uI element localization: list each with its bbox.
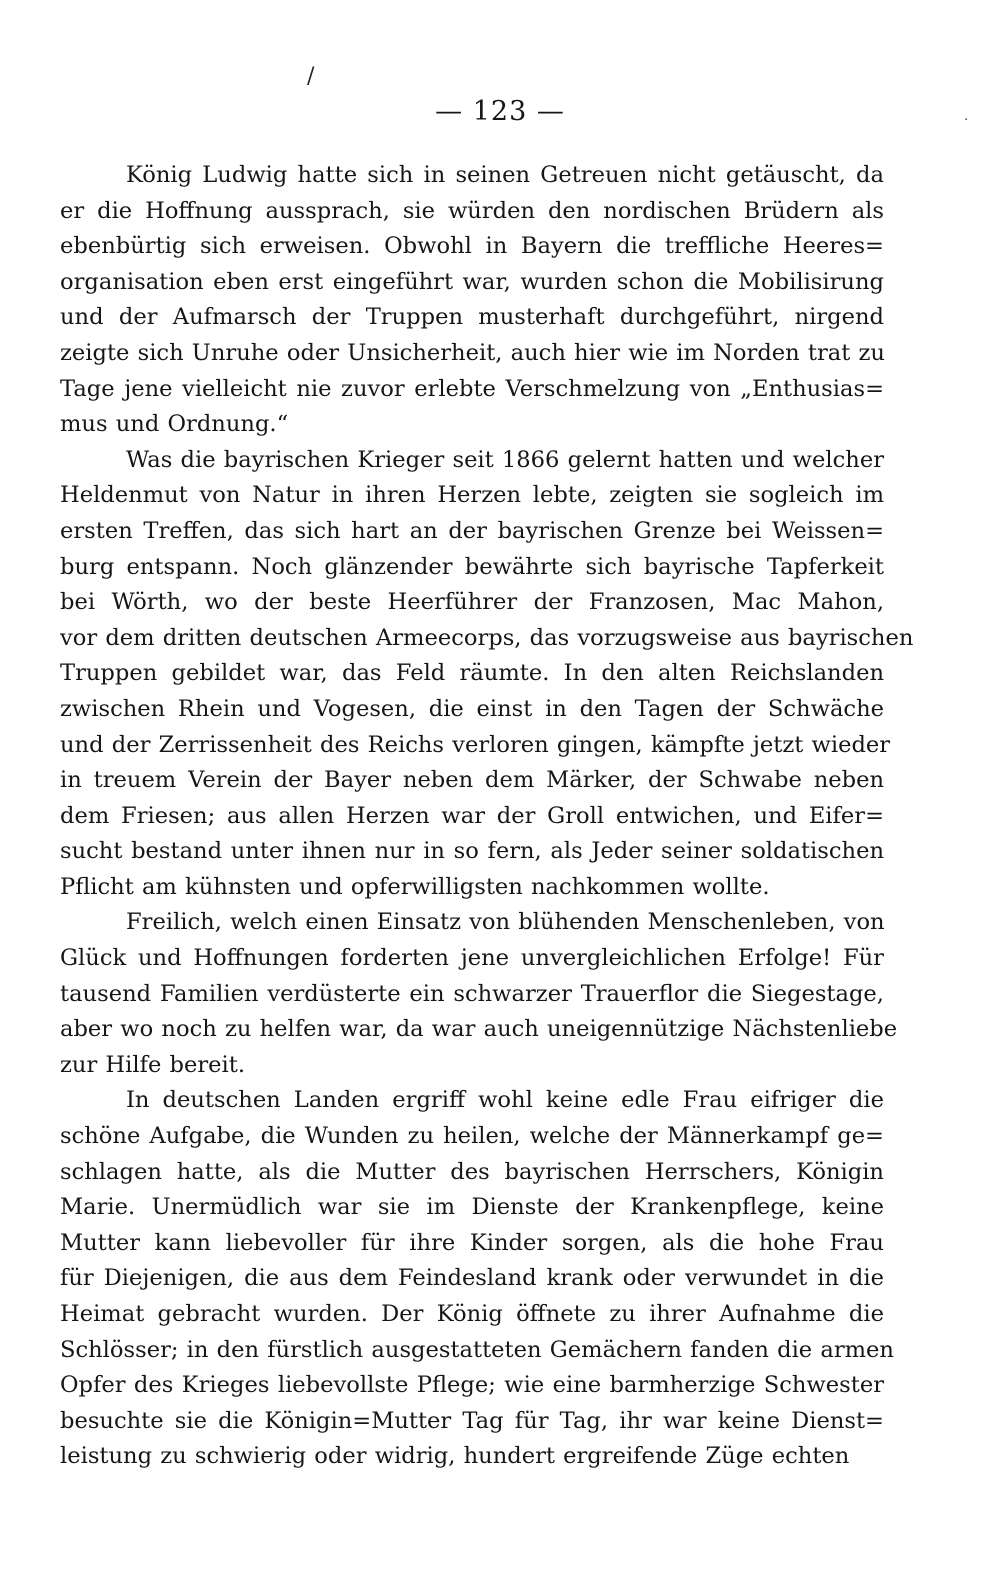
- pencil-mark: /: [307, 64, 315, 89]
- text-line: aber wo noch zu helfen war, da war auch uneigennützige Nächstenliebe: [60, 1016, 898, 1043]
- text-line: Glück und Hoffnungen forderten jene unvergleichlichen Erfolge! Für: [60, 945, 884, 972]
- text-line: bei Wörth, wo der beste Heerführer der Franzosen, Mac Mahon,: [60, 589, 884, 616]
- text-line: ebenbürtig sich erweisen. Obwohl in Bayern die treffliche Heeres=: [60, 233, 884, 260]
- text-line: Heldenmut von Natur in ihren Herzen lebte, zeigten sie sogleich im: [60, 482, 884, 509]
- text-line: für Diejenigen, die aus dem Feindesland krank oder verwundet in die: [60, 1265, 884, 1292]
- text-line: Mutter kann liebevoller für ihre Kinder sorgen, als die hohe Frau: [60, 1229, 884, 1256]
- text-line: In deutschen Landen ergriff wohl keine edle Frau eifriger die: [126, 1087, 884, 1114]
- text-line: organisation eben erst eingeführt war, wurden schon die Mobilisirung: [60, 268, 884, 295]
- text-line: König Ludwig hatte sich in seinen Getreuen nicht getäuscht, da: [126, 162, 884, 188]
- text-line: und der Aufmarsch der Truppen musterhaft durchgeführt, nirgend: [60, 304, 884, 331]
- text-line: Truppen gebildet war, das Feld räumte. In den alten Reichslanden: [60, 660, 884, 687]
- text-line: Heimat gebracht wurden. Der König öffnete zu ihrer Aufnahme die: [60, 1301, 884, 1327]
- paragraph: [60, 905, 898, 1083]
- body-text: [60, 158, 914, 1475]
- page-number: — 123 —: [435, 96, 565, 127]
- text-line: dem Friesen; aus allen Herzen war der Groll entwichen, und Eifer=: [60, 802, 884, 829]
- text-line: mus und Ordnung.“: [60, 411, 289, 438]
- text-line: zwischen Rhein und Vogesen, die einst in den Tagen der Schwäche: [60, 695, 884, 722]
- text-line: burg entspann. Noch glänzender bewährte sich bayrische Tapferkeit: [60, 553, 884, 580]
- text-line: tausend Familien verdüsterte ein schwarzer Trauerflor die Siegestage,: [60, 980, 884, 1007]
- text-line: in treuem Verein der Bayer neben dem Märker, der Schwabe neben: [60, 767, 884, 794]
- paragraph: [60, 158, 884, 443]
- text-line: zur Hilfe bereit.: [60, 1051, 246, 1078]
- paragraph: [60, 443, 914, 906]
- text-line: leistung zu schwierig oder widrig, hundert ergreifende Züge echten: [60, 1443, 850, 1470]
- text-line: sucht bestand unter ihnen nur in so fern, als Jeder seiner soldatischen: [60, 838, 884, 865]
- text-line: er die Hoffnung aussprach, sie würden den nordischen Brüdern als: [60, 197, 884, 224]
- text-line: besuchte sie die Königin=Mutter Tag für Tag, ihr war keine Dienst=: [60, 1407, 884, 1434]
- text-line: und der Zerrissenheit des Reichs verloren gingen, kämpfte jetzt wieder: [60, 731, 891, 758]
- text-line: schlagen hatte, als die Mutter des bayrischen Herrschers, Königin: [60, 1158, 884, 1185]
- text-line: Marie. Unermüdlich war sie im Dienste der Krankenpflege, keine: [60, 1194, 884, 1221]
- text-line: Pflicht am kühnsten und opferwilligsten nachkommen wollte.: [60, 873, 770, 900]
- text-line: Was die bayrischen Krieger seit 1866 gelernt hatten und welcher: [126, 446, 884, 473]
- text-line: ersten Treffen, das sich hart an der bayrischen Grenze bei Weissen=: [60, 517, 884, 544]
- paragraph-container: [60, 158, 914, 1475]
- text-line: schöne Aufgabe, die Wunden zu heilen, welche der Männerkampf ge=: [60, 1123, 884, 1150]
- text-line: Schlösser; in den fürstlich ausgestatteten Gemächern fanden die armen: [60, 1336, 894, 1363]
- paragraph: [60, 1083, 894, 1475]
- text-line: zeigte sich Unruhe oder Unsicherheit, auch hier wie im Norden trat zu: [60, 339, 885, 366]
- text-line: Freilich, welch einen Einsatz von blühenden Menschenleben, von: [126, 909, 885, 936]
- page-speck: ·: [964, 112, 969, 128]
- text-line: vor dem dritten deutschen Armeecorps, das vorzugsweise aus bayrischen: [60, 624, 914, 651]
- text-line: Tage jene vielleicht nie zuvor erlebte Verschmelzung von „Enthusias=: [60, 375, 884, 402]
- text-line: Opfer des Krieges liebevollste Pflege; wie eine barmherzige Schwester: [60, 1372, 884, 1399]
